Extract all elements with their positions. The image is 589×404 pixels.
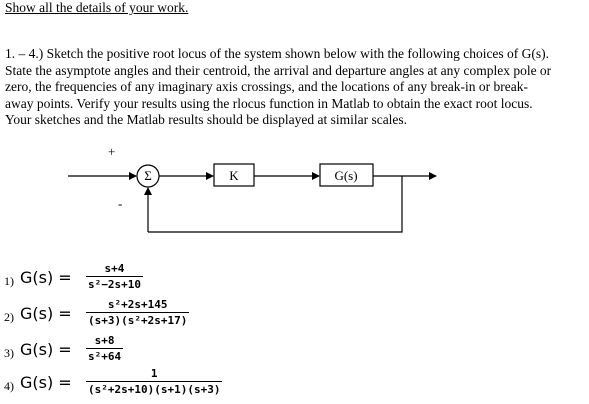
summer-sigma-label: Σ <box>144 168 152 183</box>
fraction-numerator: s+8 <box>94 334 115 347</box>
equation-lhs: G(s) = <box>20 268 72 287</box>
gain-block-label: K <box>229 168 239 183</box>
problem-line: away points. Verify your results using the rlocus function in Matlab to obtain the exact root locus. <box>5 95 533 111</box>
fraction-denominator: (s²+2s+10)(s+1)(s+3) <box>88 383 221 396</box>
problem-line: zero, the frequencies of any imaginary axis crossings, and the locations of any break-in or break- <box>5 79 528 94</box>
plus-sign: + <box>108 144 116 159</box>
equation-lhs: G(s) = <box>20 340 72 359</box>
equation-number: 3) <box>4 346 14 360</box>
equation-number: 1) <box>4 274 14 288</box>
minus-sign: - <box>118 196 123 211</box>
problem-line: Your sketches and the Matlab results should be displayed at similar scales. <box>5 112 408 127</box>
fraction-numerator: s+4 <box>104 262 125 275</box>
equation-lhs: G(s) = <box>20 373 72 392</box>
fraction-numerator: s²+2s+145 <box>107 298 168 311</box>
plant-block-label: G(s) <box>334 168 358 183</box>
transfer-function-fraction <box>86 262 143 291</box>
problem-line: 1. – 4.) Sketch the positive root locus of the system shown below with the following choices of G(s). <box>5 46 550 61</box>
transfer-function-fraction <box>86 298 189 327</box>
fraction-numerator: 1 <box>150 367 158 380</box>
page-header: Show all the details of your work. <box>5 0 189 15</box>
transfer-function-fraction <box>86 334 123 363</box>
problem-statement <box>5 46 585 129</box>
equation-number: 4) <box>4 379 14 393</box>
transfer-function-fraction <box>86 367 222 396</box>
block-diagram <box>0 140 589 240</box>
fraction-denominator: (s+3)(s²+2s+17) <box>88 314 188 327</box>
fraction-denominator: s²−2s+10 <box>88 278 141 291</box>
equation-lhs: G(s) = <box>20 304 72 323</box>
fraction-denominator: s²+64 <box>88 350 122 363</box>
problem-line: State the asymptote angles and their centroid, the arrival and departure angles at any complex pole or <box>5 62 552 78</box>
equation-number: 2) <box>4 310 14 324</box>
